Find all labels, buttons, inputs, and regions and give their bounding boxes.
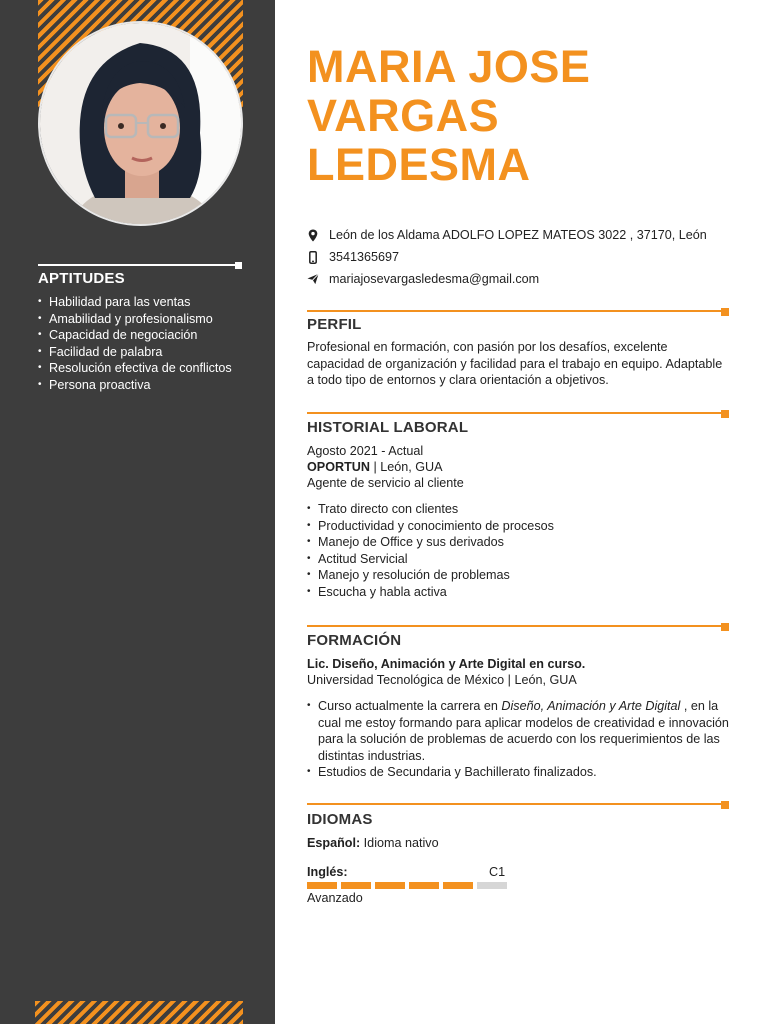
language-value: Idioma nativo — [360, 836, 439, 850]
job-company-line — [307, 459, 443, 476]
skills-list — [38, 294, 232, 393]
contact-email: mariajosevargasledesma@gmail.com — [329, 272, 540, 286]
language-level-bar — [307, 882, 507, 889]
section-rule-square — [721, 623, 729, 631]
list-item: • Productividad y conocimiento de procesos — [307, 518, 554, 535]
language-english-label: Inglés: — [307, 865, 348, 879]
phone-icon — [307, 250, 319, 264]
list-item: • Actitud Servicial — [307, 551, 554, 568]
contact-phone: 3541365697 — [329, 250, 400, 264]
section-rule-square — [721, 801, 729, 809]
section-title-historial: HISTORIAL LABORAL — [307, 419, 469, 436]
list-item: • Capacidad de negociación — [38, 327, 232, 344]
job-company: OPORTUN — [307, 460, 370, 474]
list-item: • Facilidad de palabra — [38, 344, 232, 361]
level-segment — [341, 882, 371, 889]
section-title-perfil: PERFIL — [307, 316, 362, 333]
list-item-text: Curso actualmente la carrera en — [318, 699, 502, 713]
contact-block — [307, 224, 707, 290]
section-rule — [307, 803, 722, 805]
list-item: • Amabilidad y profesionalismo — [38, 311, 232, 328]
language-english-level: C1 — [489, 865, 506, 879]
level-segment — [409, 882, 439, 889]
language-spanish — [307, 835, 439, 852]
list-item-text: , en la cual me estoy formando para aplicar modelos de creatividad e innovación para la solución de problemas de acuerdo con los requerimientos de las distintas industrias. — [318, 699, 729, 763]
name-line: MARIA JOSE — [307, 41, 591, 92]
profile-photo — [38, 21, 243, 226]
map-pin-icon — [307, 228, 319, 242]
job-role: Agente de servicio al cliente — [307, 476, 464, 490]
list-item: • Manejo y resolución de problemas — [307, 567, 554, 584]
section-rule-square — [721, 410, 729, 418]
name-line: LEDESMA — [307, 139, 531, 190]
section-rule — [307, 310, 722, 312]
school-name: Universidad Tecnológica de México | León, GUA — [307, 673, 577, 687]
sidebar-divider-square — [235, 262, 242, 269]
section-title-formacion: FORMACIÓN — [307, 632, 402, 649]
job-tasks-list — [307, 501, 554, 600]
sidebar — [0, 0, 275, 1024]
list-item: • Escucha y habla activa — [307, 584, 554, 601]
page-title — [307, 42, 590, 189]
contact-email-row — [307, 268, 707, 290]
level-segment — [307, 882, 337, 889]
section-rule-square — [721, 308, 729, 316]
decorative-stripes-bottom — [35, 1001, 243, 1024]
language-label: Español: — [307, 836, 361, 850]
section-rule — [307, 625, 722, 627]
level-segment — [443, 882, 473, 889]
sidebar-divider — [38, 264, 235, 266]
level-segment — [375, 882, 405, 889]
profile-text: Profesional en formación, con pasión por los desafíos, excelente capacidad de organización y facilidad para el trabajo en equipo. Adaptable a todo tipo de entornos y clara orientación a objetivos. — [307, 340, 723, 387]
contact-phone-row — [307, 246, 707, 268]
section-rule — [307, 412, 722, 414]
education-list — [307, 698, 731, 781]
degree-title: Lic. Diseño, Animación y Arte Digital en curso. — [307, 657, 586, 671]
job-dates: Agosto 2021 - Actual — [307, 444, 424, 458]
job-location: | León, GUA — [369, 460, 443, 474]
language-english-desc: Avanzado — [307, 891, 363, 905]
contact-address: León de los Aldama ADOLFO LOPEZ MATEOS 3022 , 37170, León — [329, 228, 707, 242]
list-item: • Habilidad para las ventas — [38, 294, 232, 311]
list-item: • Estudios de Secundaria y Bachillerato finalizados. — [307, 764, 731, 781]
list-item: • Persona proactiva — [38, 377, 232, 394]
list-item — [307, 698, 731, 764]
name-line: VARGAS — [307, 90, 500, 141]
section-title-idiomas: IDIOMAS — [307, 811, 373, 828]
list-item: • Resolución efectiva de conflictos — [38, 360, 232, 377]
level-segment — [477, 882, 507, 889]
list-item: • Trato directo con clientes — [307, 501, 554, 518]
list-item-emphasis: Diseño, Animación y Arte Digital — [501, 699, 681, 713]
list-item: • Manejo de Office y sus derivados — [307, 534, 554, 551]
paper-plane-icon — [307, 272, 319, 286]
sidebar-title: APTITUDES — [38, 270, 125, 287]
contact-address-row — [307, 224, 707, 246]
